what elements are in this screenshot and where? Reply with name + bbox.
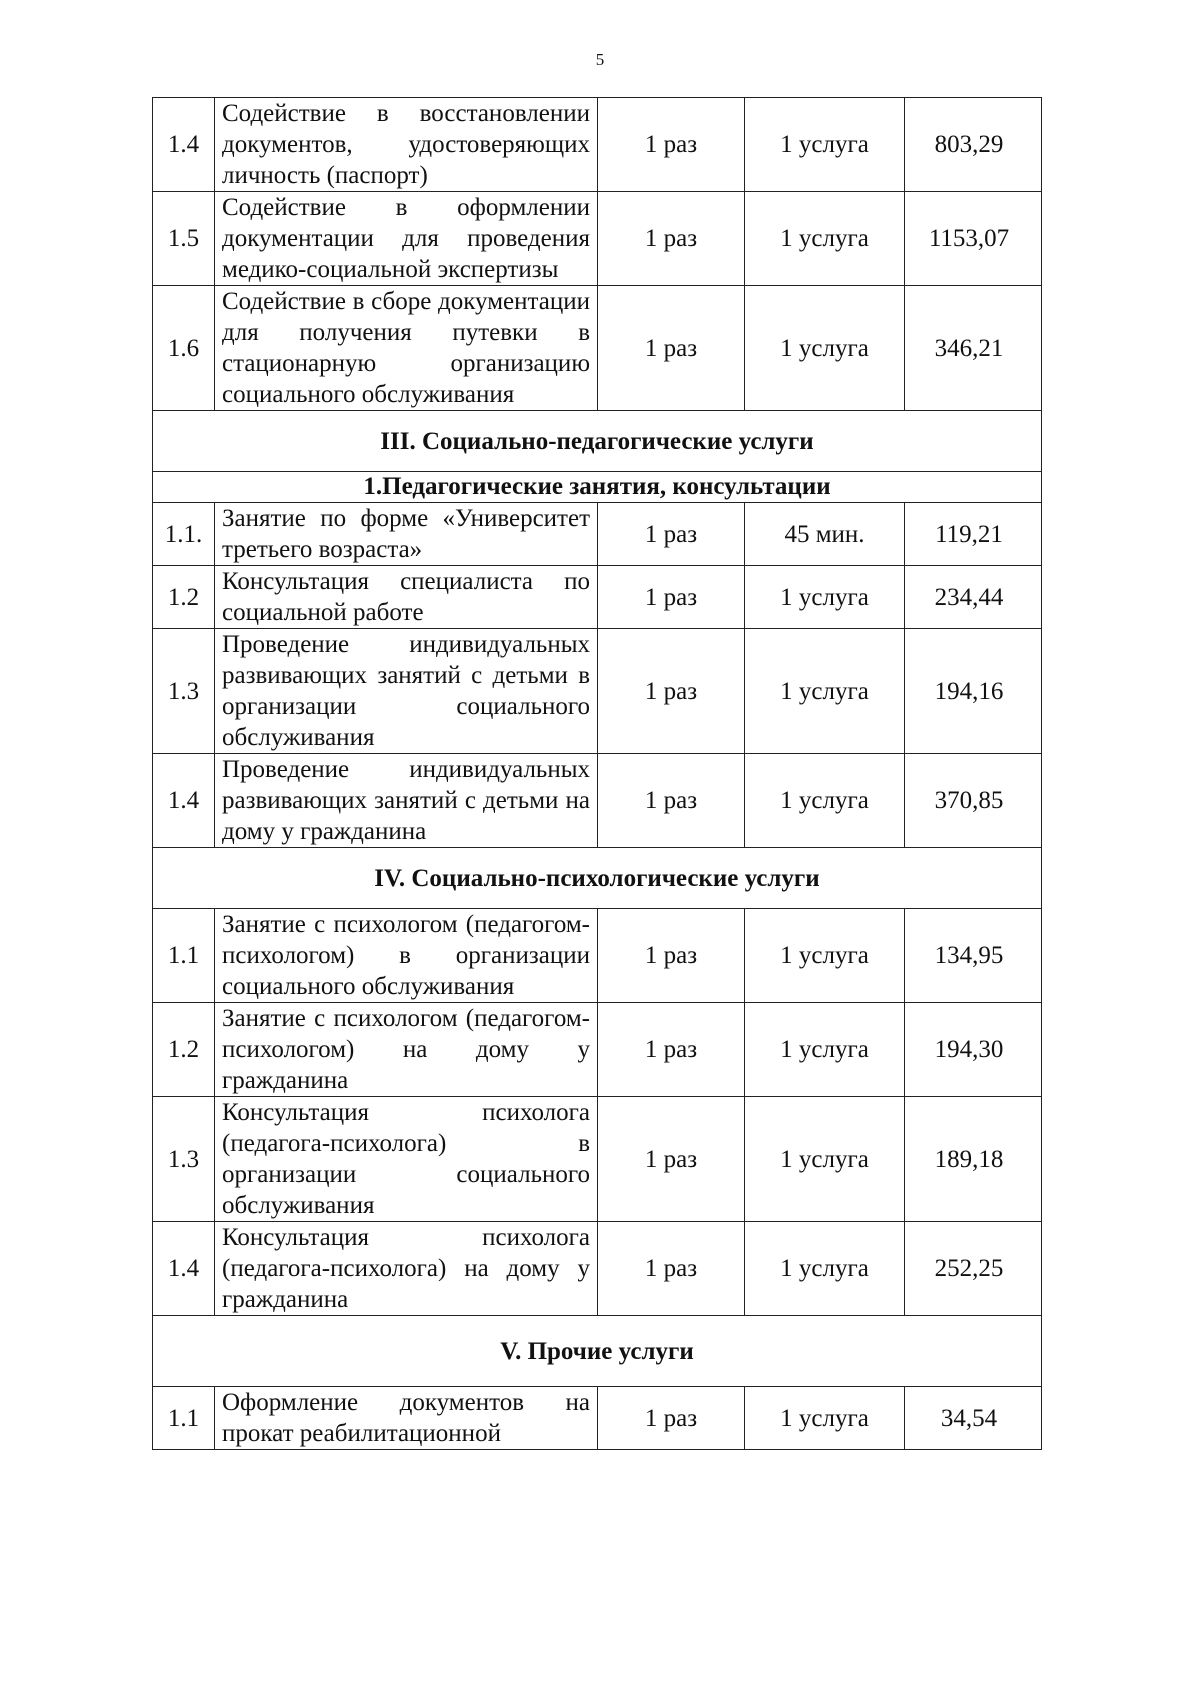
frequency: 1 раз: [598, 1003, 745, 1097]
frequency: 1 раз: [598, 286, 745, 411]
table-row: [153, 754, 1042, 848]
table-body: [153, 98, 1042, 1450]
unit: 1 услуга: [745, 98, 905, 192]
table-row: [153, 1222, 1042, 1316]
service-name: Содействие в оформлении документации для проведения медико-социальной экспертизы: [215, 192, 598, 286]
price: 134,95: [905, 909, 1042, 1003]
row-number: 1.1: [153, 1387, 215, 1450]
row-number: 1.1.: [153, 503, 215, 566]
price: 194,30: [905, 1003, 1042, 1097]
section-header-row: [153, 411, 1042, 472]
table-row: [153, 1003, 1042, 1097]
table-row: [153, 286, 1042, 411]
frequency: 1 раз: [598, 909, 745, 1003]
section-title: IV. Социально-психологические услуги: [153, 848, 1042, 909]
row-number: 1.4: [153, 754, 215, 848]
service-name: Занятие по форме «Университет третьего возраста»: [215, 503, 598, 566]
frequency: 1 раз: [598, 503, 745, 566]
service-name: Содействие в сборе документации для получения путевки в стационарную организацию социального обслуживания: [215, 286, 598, 411]
unit: 1 услуга: [745, 566, 905, 629]
section-header-row: [153, 1316, 1042, 1387]
unit: 1 услуга: [745, 754, 905, 848]
table-row: [153, 1097, 1042, 1222]
price: 234,44: [905, 566, 1042, 629]
service-name: Проведение индивидуальных развивающих занятий с детьми в организации социального обслуживания: [215, 629, 598, 754]
table-row: [153, 629, 1042, 754]
service-name: Занятие с психологом (педагогом-психологом) на дому у гражданина: [215, 1003, 598, 1097]
price: 119,21: [905, 503, 1042, 566]
row-number: 1.4: [153, 1222, 215, 1316]
subsection-title: 1.Педагогические занятия, консультации: [153, 472, 1042, 503]
unit: 1 услуга: [745, 629, 905, 754]
row-number: 1.4: [153, 98, 215, 192]
price: 370,85: [905, 754, 1042, 848]
unit: 1 услуга: [745, 192, 905, 286]
unit: 1 услуга: [745, 1387, 905, 1450]
unit: 1 услуга: [745, 909, 905, 1003]
table-row: [153, 98, 1042, 192]
table-row: [153, 909, 1042, 1003]
row-number: 1.2: [153, 566, 215, 629]
price: 803,29: [905, 98, 1042, 192]
service-name: Занятие с психологом (педагогом-психологом) в организации социального обслуживания: [215, 909, 598, 1003]
table-row: [153, 503, 1042, 566]
row-number: 1.6: [153, 286, 215, 411]
section-header-row: [153, 848, 1042, 909]
service-name: Содействие в восстановлении документов, удостоверяющих личность (паспорт): [215, 98, 598, 192]
section-title: V. Прочие услуги: [153, 1316, 1042, 1387]
section-title: III. Социально-педагогические услуги: [153, 411, 1042, 472]
service-name: Консультация специалиста по социальной работе: [215, 566, 598, 629]
service-name: Оформление документов на прокат реабилитационной: [215, 1387, 598, 1450]
page-number: 5: [595, 50, 605, 69]
frequency: 1 раз: [598, 629, 745, 754]
service-name: Консультация психолога (педагога-психолога) на дому у гражданина: [215, 1222, 598, 1316]
frequency: 1 раз: [598, 754, 745, 848]
frequency: 1 раз: [598, 1222, 745, 1316]
price: 346,21: [905, 286, 1042, 411]
frequency: 1 раз: [598, 1097, 745, 1222]
price: 34,54: [905, 1387, 1042, 1450]
service-name: Проведение индивидуальных развивающих занятий с детьми на дому у гражданина: [215, 754, 598, 848]
unit: 1 услуга: [745, 1222, 905, 1316]
row-number: 1.3: [153, 629, 215, 754]
unit: 1 услуга: [745, 286, 905, 411]
unit: 45 мин.: [745, 503, 905, 566]
unit: 1 услуга: [745, 1003, 905, 1097]
service-name: Консультация психолога (педагога-психолога) в организации социального обслуживания: [215, 1097, 598, 1222]
price: 1153,07: [905, 192, 1042, 286]
table-row: [153, 1387, 1042, 1450]
frequency: 1 раз: [598, 566, 745, 629]
frequency: 1 раз: [598, 98, 745, 192]
row-number: 1.3: [153, 1097, 215, 1222]
table-row: [153, 566, 1042, 629]
row-number: 1.2: [153, 1003, 215, 1097]
frequency: 1 раз: [598, 192, 745, 286]
price: 189,18: [905, 1097, 1042, 1222]
price: 194,16: [905, 629, 1042, 754]
unit: 1 услуга: [745, 1097, 905, 1222]
subsection-header-row: [153, 472, 1042, 503]
price: 252,25: [905, 1222, 1042, 1316]
row-number: 1.1: [153, 909, 215, 1003]
services-tariff-table: [152, 97, 1042, 1450]
frequency: 1 раз: [598, 1387, 745, 1450]
table-row: [153, 192, 1042, 286]
row-number: 1.5: [153, 192, 215, 286]
